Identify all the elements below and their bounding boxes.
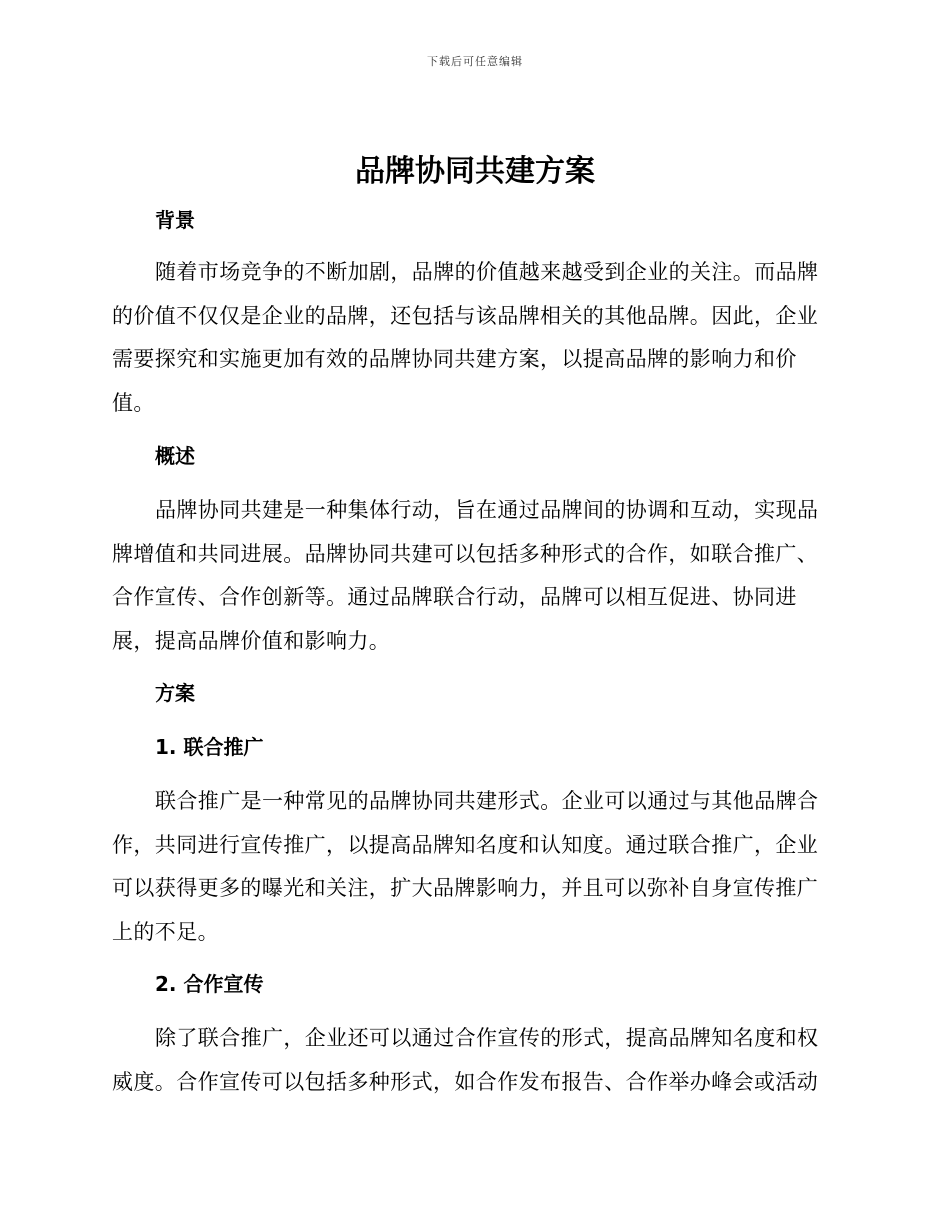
section-heading-background: 背景 [155,208,195,232]
paragraph-background: 随着市场竞争的不断加剧，品牌的价值越来越受到企业的关注。而品牌的价值不仅仅是企业的品牌，还包括与该品牌相关的其他品牌。因此，企业需要探究和实施更加有效的品牌协同共建方案，以提高品牌的影响力和价值。 [112,260,819,415]
section-heading-plan: 方案 [155,681,195,705]
subsection-heading-joint-publicity: 2. 合作宣传 [155,972,264,996]
subsection-heading-joint-promotion: 1. 联合推广 [155,735,264,759]
paragraph-joint-promotion: 联合推广是一种常见的品牌协同共建形式。企业可以通过与其他品牌合作，共同进行宣传推广，以提高品牌知名度和认知度。通过联合推广，企业可以获得更多的曝光和关注，扩大品牌影响力，并且可以弥补自身宣传推广上的不足。 [112,789,819,944]
paragraph-overview: 品牌协同共建是一种集体行动，旨在通过品牌间的协调和互动，实现品牌增值和共同进展。品牌协同共建可以包括多种形式的合作，如联合推广、合作宣传、合作创新等。通过品牌联合行动，品牌可以相互促进、协同进展，提高品牌价值和影响力。 [112,498,819,653]
paragraph-joint-publicity: 除了联合推广，企业还可以通过合作宣传的形式，提高品牌知名度和权威度。合作宣传可以包括多种形式，如合作发布报告、合作举办峰会或活动 [112,1026,819,1094]
page-header-note: 下载后可任意编辑 [427,55,523,68]
document-title: 品牌协同共建方案 [355,154,595,189]
section-heading-overview: 概述 [155,444,195,468]
